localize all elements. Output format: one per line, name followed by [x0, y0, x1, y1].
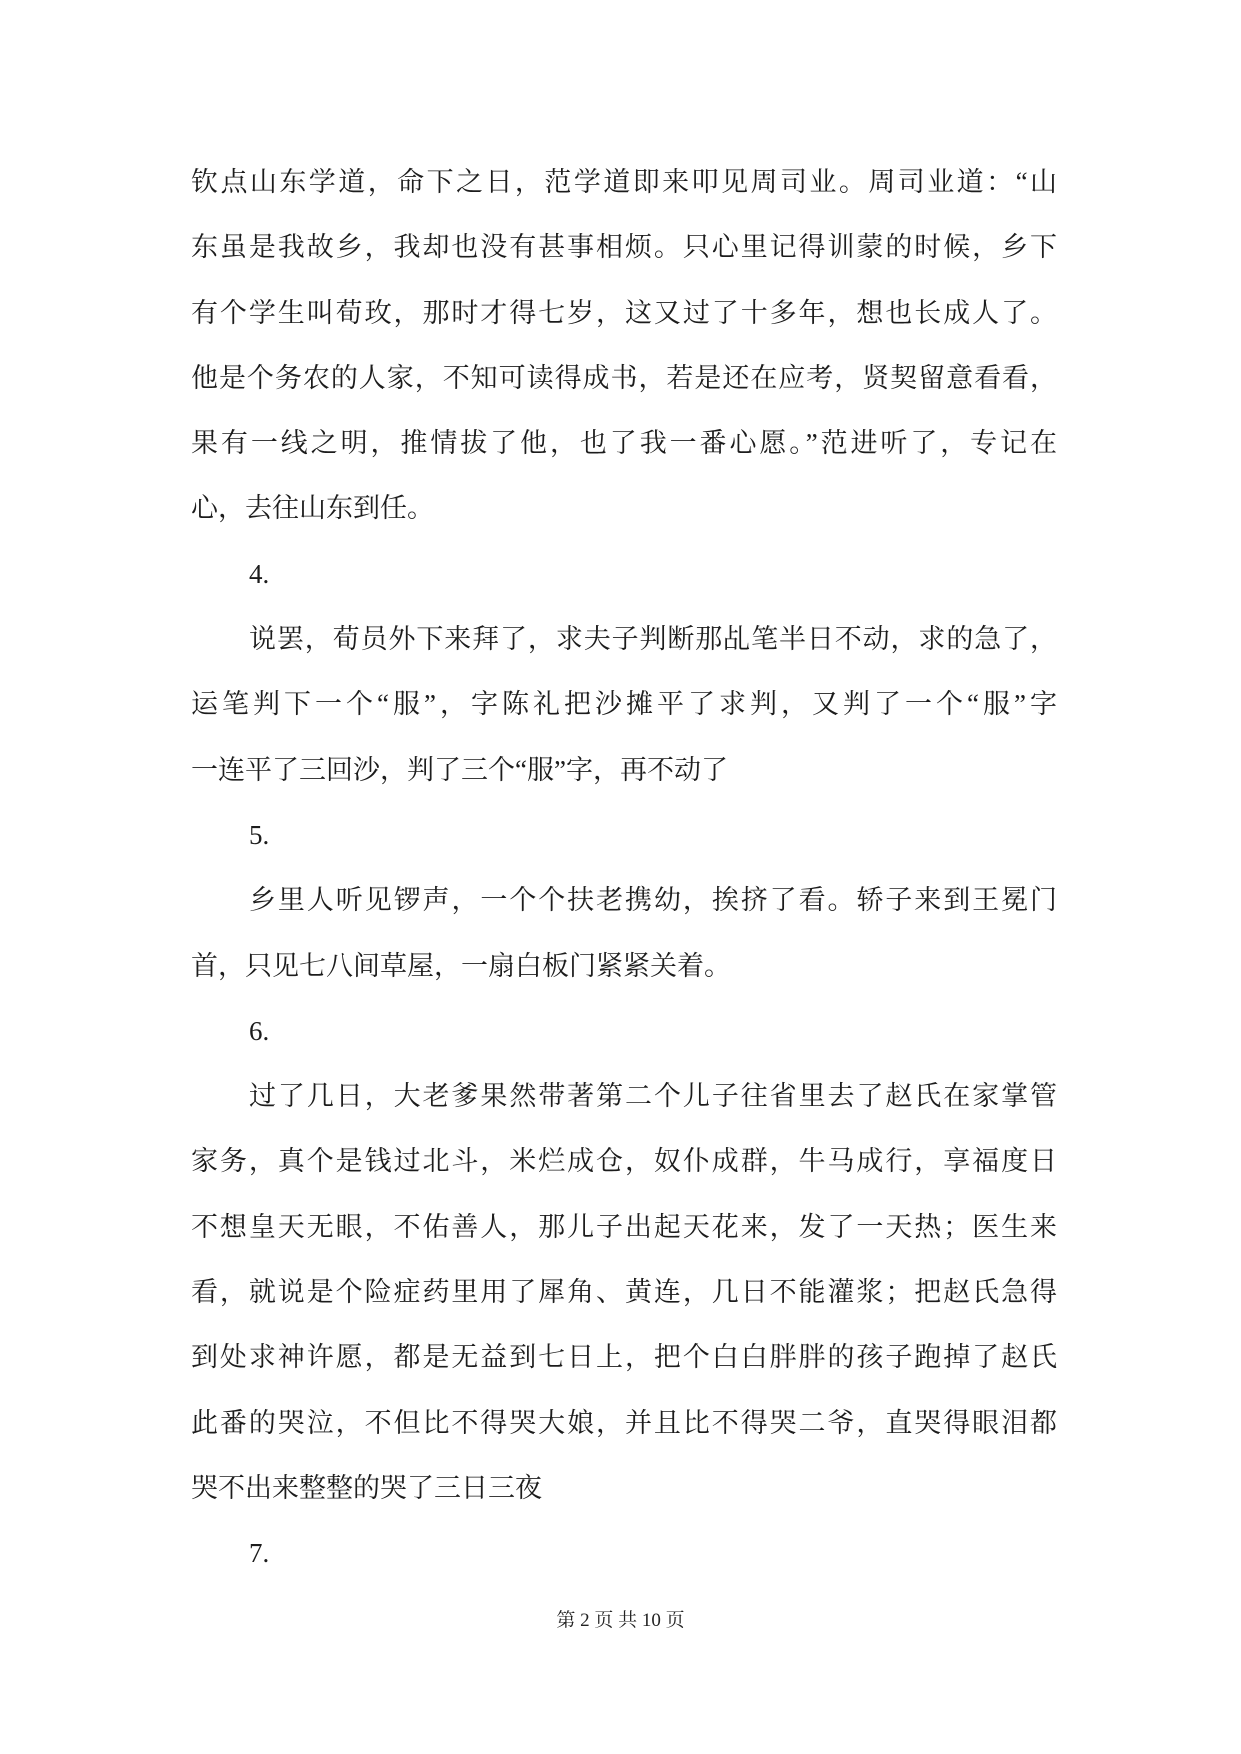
section-number-5: [191, 803, 1057, 868]
text-line: 首，只见七八间草屋，一扇白板门紧紧关着。: [191, 950, 731, 981]
text-line: 乡里人听见锣声，一个个扶老携幼，挨挤了看。轿子来到王冕门: [249, 885, 1057, 916]
text-line: 钦点山东学道，命下之日，范学道即来叩见周司业。周司业道：“山: [191, 167, 1057, 197]
section-number-4: [191, 542, 1057, 607]
paragraph-5: [191, 868, 1057, 999]
paragraph-4: [191, 607, 1057, 803]
text-line: 到处求神许愿，都是无益到七日上，把个白白胖胖的孩子跑掉了赵氏: [191, 1342, 1057, 1373]
text-line: 一连平了三回沙，判了三个“服”字，再不动了: [191, 754, 728, 785]
paragraph-6: [191, 1064, 1057, 1521]
section-number-7: [191, 1521, 1057, 1586]
paragraph-continuation: [191, 150, 1057, 542]
text-line: 运笔判下一个“服”，字陈礼把沙摊平了求判，又判了一个“服”字: [191, 689, 1057, 720]
section-number: 4.: [249, 558, 270, 589]
section-number-6: [191, 999, 1057, 1064]
text-line: 有个学生叫荀玫，那时才得七岁，这又过了十多年，想也长成人了。: [191, 297, 1057, 328]
text-line: 看，就说是个险症药里用了犀角、黄连，几日不能灌浆；把赵氏急得: [191, 1277, 1057, 1308]
page-footer: 第 2 页 共 10 页: [556, 1610, 685, 1631]
section-number: 5.: [249, 819, 270, 850]
text-line: 说罢，荀员外下来拜了，求夫子判断那乩笔半日不动，求的急了，: [249, 624, 1057, 655]
text-line: 哭不出来整整的哭了三日三夜: [191, 1472, 542, 1503]
text-line: 心，去往山东到任。: [191, 493, 434, 524]
body-text: [191, 150, 1057, 1587]
section-number: 6.: [249, 1015, 270, 1046]
text-line: 过了几日，大老爹果然带著第二个儿子往省里去了赵氏在家掌管: [249, 1081, 1057, 1112]
text-line: 他是个务农的人家，不知可读得成书，若是还在应考，贤契留意看看，: [191, 362, 1057, 393]
text-line: 果有一线之明，推情拔了他，也了我一番心愿。”范进听了，专记在: [191, 428, 1057, 459]
section-number: 7.: [249, 1538, 270, 1569]
text-line: 家务，真个是钱过北斗，米烂成仓，奴仆成群，牛马成行，享福度日: [191, 1146, 1057, 1177]
text-line: 此番的哭泣，不但比不得哭大娘，并且比不得哭二爷，直哭得眼泪都: [191, 1407, 1057, 1438]
text-line: 不想皇天无眼，不佑善人，那儿子出起天花来，发了一天热；医生来: [191, 1211, 1057, 1242]
text-line: 东虽是我故乡，我却也没有甚事相烦。只心里记得训蒙的时候，乡下: [191, 232, 1057, 263]
